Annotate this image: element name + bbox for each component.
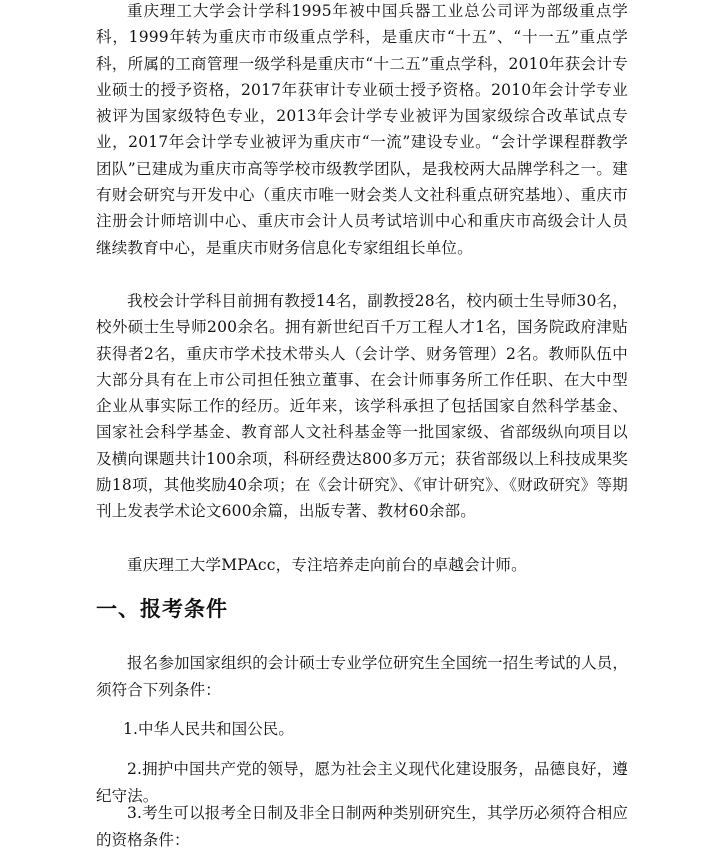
condition-1: 1.中华人民共和国公民。	[123, 720, 294, 738]
conditions-intro: 报名参加国家组织的会计硕士专业学位研究生全国统一招生考试的人员，须符合下列条件：	[96, 654, 628, 699]
section-heading: 一、报考条件	[96, 597, 228, 621]
intro-paragraph-1: 重庆理工大学会计学科1995年被中国兵器工业总公司评为部级重点学科，1999年转为重庆市市级重点学科，是重庆市“十五”、“十一五”重点学科，所属的工商管理一级学科是重庆市“十二五”重点学科，2010年获会计专业硕士的授予资格，2017年获审计专业硕士授予资格。2010年会计学专业被评为国家级特色专业，2013年会计学专业被评为国家级综合改革试点专业，2017年会计学专业被评为重庆市“一流”建设专业。“会计学课程群教学团队”已建成为重庆市高等学校市级教学团队，是我校两大品牌学科之一。建有财会研究与开发中心（重庆市唯一财会类人文社科重点研究基地）、重庆市注册会计师培训中心、重庆市会计人员考试培训中心和重庆市高级会计人员继续教育中心，是重庆市财务信息化专家组组长单位。	[96, 2, 628, 257]
intro-paragraph-2: 我校会计学科目前拥有教授14名，副教授28名，校内硕士生导师30名，校外硕士生导师200余名。拥有新世纪百千万工程人才1名，国务院政府津贴获得者2名，重庆市学术技术带头人（会计学、财务管理）2名。教师队伍中大部分具有在上市公司担任独立董事、在会计师事务所工作任职、在大中型企业从事实际工作的经历。近年来，该学科承担了包括国家自然科学基金、国家社会科学基金、教育部人文社科基金等一批国家级、省部级纵向项目以及横向课题共计100余项，科研经费达800多万元；获省部级以上科技成果奖励18项，其他奖励40余项；在《会计研究》、《审计研究》、《财政研究》等期刊上发表学术论文600余篇，出版专著、教材60余部。	[96, 292, 628, 521]
condition-3: 3.考生可以报考全日制及非全日制两种类别研究生，其学历必须符合相应的资格条件：	[96, 804, 628, 849]
condition-2: 2.拥护中国共产党的领导，愿为社会主义现代化建设服务，品德良好，遵纪守法。	[96, 760, 628, 805]
intro-paragraph-3: 重庆理工大学MPAcc，专注培养走向前台的卓越会计师。	[127, 556, 527, 574]
